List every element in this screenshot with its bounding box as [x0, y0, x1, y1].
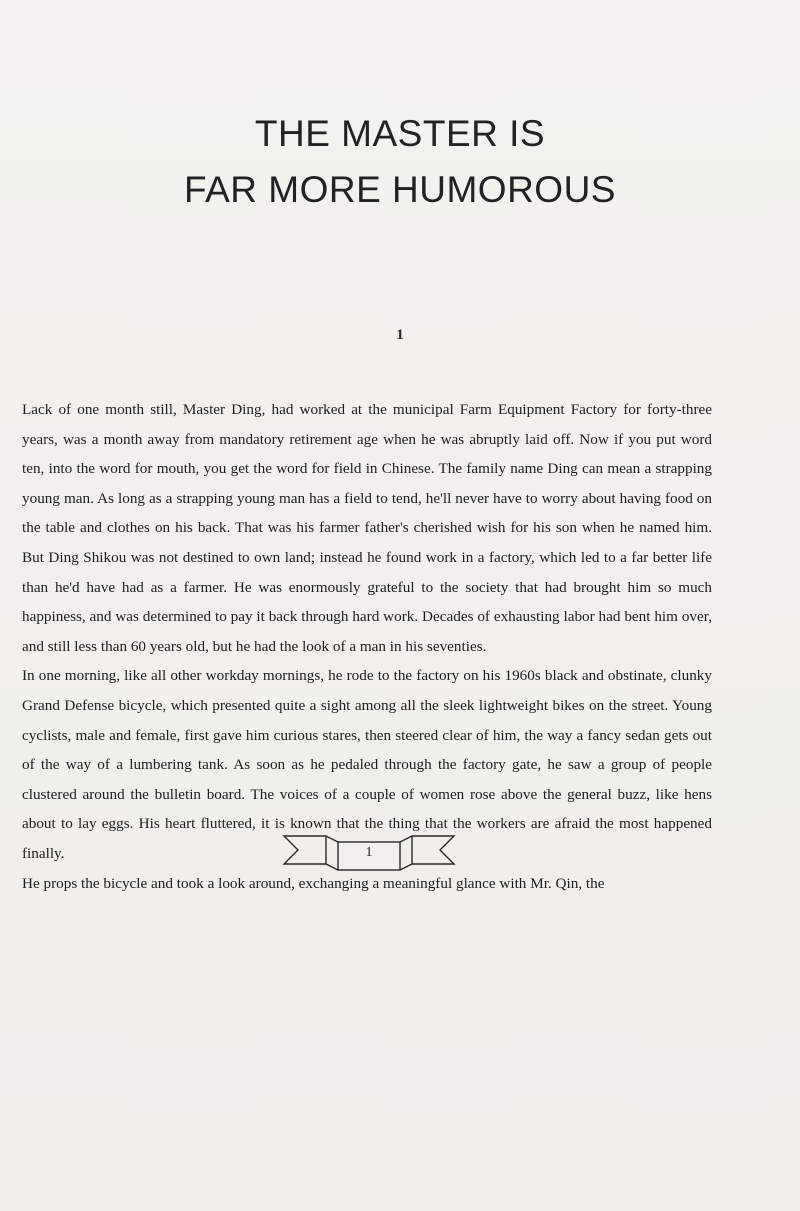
- chapter-title-line-1: THE MASTER IS: [254, 113, 546, 154]
- page-number: 1: [365, 845, 373, 860]
- page-footer-ornament: [282, 828, 456, 874]
- chapter-number: 1: [396, 327, 404, 343]
- paragraph: He props the bicycle and took a look around, exchanging a meaningful glance with Mr. Qin, the: [22, 874, 605, 892]
- body-text: [22, 395, 712, 898]
- chapter-title-line-2: FAR MORE HUMOROUS: [184, 169, 616, 210]
- paragraph: In one morning, like all other workday mornings, he rode to the factory on his 1960s black and obstinate, clunky Grand Defense bicycle, which presented quite a sight among all the sleek lightweight bikes on the street. Young cyclists, male and female, first gave him curious stares, then steered clear of him, the way a fancy sedan gets out of the way of a lumbering tank. As soon as he pedaled through the factory gate, he saw a group of people clustered around the bulletin board. The voices of a couple of women rose above the general buzz, like hens about to lay eggs. His heart fluttered, it is known that the thing that the workers are afraid the most happened finally.: [22, 667, 712, 862]
- paragraph: Lack of one month still, Master Ding, had worked at the municipal Farm Equipment Factory for forty-three years, was a month away from mandatory retirement age when he was abruptly laid off. Now if you put word ten, into the word for mouth, you get the word for field in Chinese. The family name Ding can mean a strapping young man. As long as a strapping young man has a field to tend, he'll never have to worry about having food on the table and clothes on his back. That was his farmer father's cherished wish for his son when he named him. But Ding Shikou was not destined to own land; instead he found work in a factory, which led to a far better life than he'd have had as a farmer. He was enormously grateful to the society that had brought him so much happiness, and was determined to pay it back through hard work. Decades of exhausting labor had bent him over, and still less than 60 years old, but he had the look of a man in his seventies.: [22, 401, 712, 655]
- chapter-title: [0, 106, 800, 218]
